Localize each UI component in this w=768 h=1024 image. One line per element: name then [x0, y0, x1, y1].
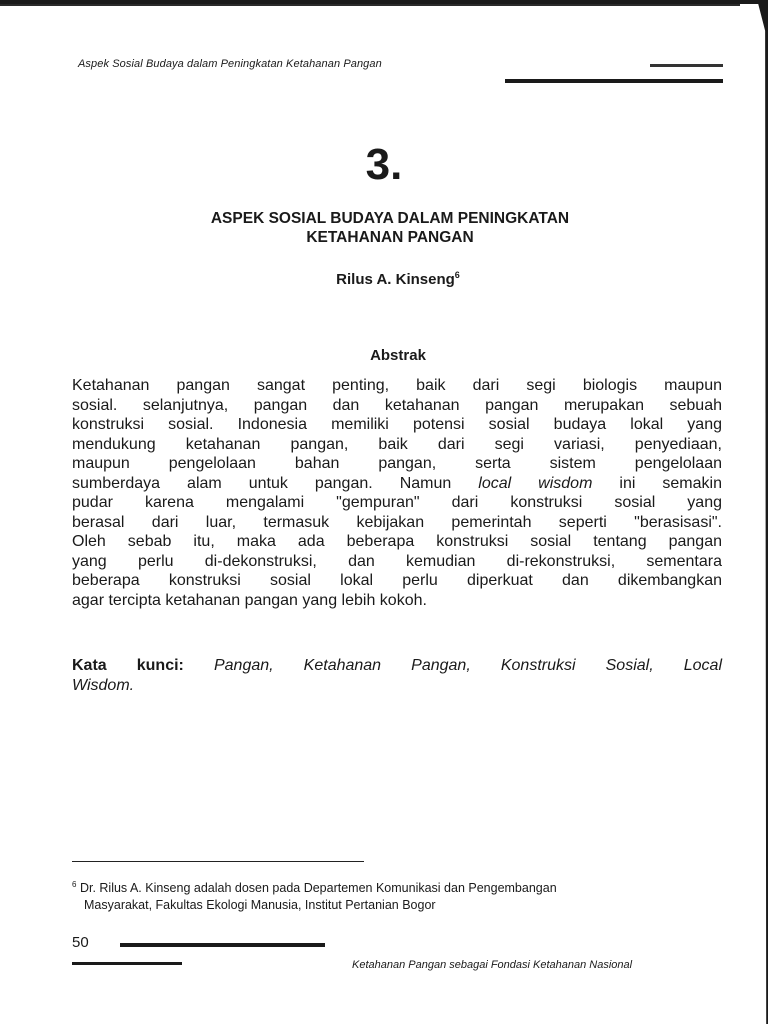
- abstract-line: Ketahanan pangan sangat penting, baik dari segi biologis maupun: [72, 377, 722, 394]
- abstract-line: yang perlu di-dekonstruksi, dan kemudian di-rekonstruksi, sementara: [72, 552, 722, 570]
- chapter-number: 3.: [365, 140, 403, 189]
- footnote-mark: 6: [72, 880, 77, 889]
- keywords-label: Kata kunci:: [72, 657, 184, 674]
- keywords: [72, 656, 722, 696]
- running-header: Aspek Sosial Budaya dalam Peningkatan Ketahanan Pangan: [78, 58, 382, 70]
- abstract-line: sumberdaya alam untuk pangan. Namun local wisdom ini semakin: [72, 474, 722, 492]
- abstract-line: beberapa konstruksi sosial lokal perlu diperkuat dan dikembangkan: [72, 572, 722, 589]
- keywords-list: Pangan, Ketahanan Pangan, Konstruksi Sosial, Local: [213, 657, 722, 674]
- author-text: Rilus A. Kinseng: [336, 271, 455, 288]
- author-name: [0, 270, 768, 288]
- running-footer: Ketahanan Pangan sebagai Fondasi Ketahanan Nasional: [352, 959, 633, 971]
- abstract-line: konstruksi sosial. Indonesia memiliki potensi sosial budaya lokal yang: [72, 416, 722, 433]
- footnote-line-2: Masyarakat, Fakultas Ekologi Manusia, Institut Pertanian Bogor: [84, 898, 436, 913]
- keywords-list-cont: Wisdom.: [72, 677, 135, 694]
- abstract-heading: Abstrak: [370, 347, 426, 364]
- chapter-title: [100, 209, 680, 247]
- abstract-line: sosial. selanjutnya, pangan dan ketahanan pangan merupakan sebuah: [72, 396, 722, 414]
- footnote: [72, 876, 722, 914]
- footnote-line-1: Dr. Rilus A. Kinseng adalah dosen pada Departemen Komunikasi dan Pengembangan: [79, 881, 557, 896]
- keywords-line-2: [72, 676, 722, 696]
- abstract-body: [72, 376, 722, 610]
- header-rule-thin: [650, 64, 723, 67]
- footnote-rule: [72, 861, 364, 862]
- abstract-line: maupun pengelolaan bahan pangan, serta sistem pengelolaan: [72, 455, 722, 472]
- abstract-line: mendukung ketahanan pangan, baik dari segi variasi, penyediaan,: [72, 435, 722, 453]
- footer-rule: [120, 943, 325, 947]
- author-footnote-mark: 6: [454, 270, 460, 280]
- local-wisdom-term: local wisdom: [478, 474, 593, 492]
- chapter-title-line-1: ASPEK SOSIAL BUDAYA DALAM PENINGKATAN: [210, 210, 570, 227]
- keywords-line-1: [72, 656, 722, 676]
- abstract-line: Oleh sebab itu, maka ada beberapa konstruksi sosial tentang pangan: [72, 533, 722, 550]
- chapter-title-line-2: KETAHANAN PANGAN: [306, 229, 474, 246]
- header-rule: [505, 79, 723, 83]
- footer-rule-secondary: [72, 962, 182, 965]
- abstract-line: berasal dari luar, termasuk kebijakan pemerintah seperti "berasisasi".: [72, 513, 722, 531]
- scan-edge-top-secondary: [0, 4, 740, 6]
- page-number: 50: [72, 934, 89, 951]
- abstract-line: agar tercipta ketahanan pangan yang lebih kokoh.: [72, 591, 427, 609]
- abstract-line: pudar karena mengalami "gempuran" dari konstruksi sosial yang: [72, 494, 722, 511]
